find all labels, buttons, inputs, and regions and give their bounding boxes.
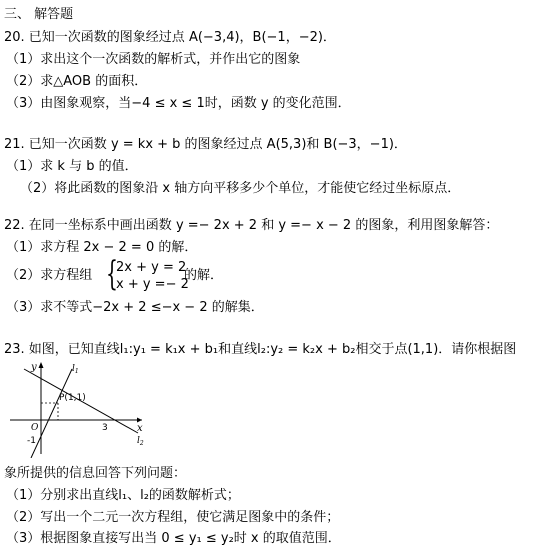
q23-stem: 23. 如图，已知直线l₁:y₁ = k₁x + b₁和直线l₂:y₂ = k₂x + b₂相交于点(1,1)．请你根据图 — [4, 342, 517, 357]
q21-part1: （1）求 k 与 b 的值． — [6, 159, 138, 174]
q22-equation-1: 2x + y = 2 — [116, 260, 187, 275]
q23-part2: （2）写出一个二元一次方程组，使它满足图象中的条件； — [6, 510, 340, 525]
q20-part1: （1）求出这个一次函数的解析式，并作出它的图象 — [6, 52, 301, 67]
q23-figure — [4, 358, 154, 458]
l2-label: $l_2$ — [137, 436, 144, 447]
q21-stem: 21. 已知一次函数 y = kx + b 的图象经过点 A(5,3)和 B(−3，−1)． — [4, 137, 407, 152]
q20-part2: （2）求△AOB 的面积． — [6, 74, 148, 89]
q20-part3: （3）由图象观察，当−4 ≤ x ≤ 1时，函数 y 的变化范围． — [6, 96, 351, 111]
q22-stem: 22. 在同一坐标系中画出函数 y =− 2x + 2 和 y =− x − 2 的图象，利用图象解答： — [4, 218, 499, 233]
q22-part3: （3）求不等式−2x + 2 ≤−x − 2 的解集． — [6, 300, 264, 315]
x-tick-3: 3 — [102, 423, 108, 433]
q23-continuation: 象所提供的信息回答下列问题： — [4, 466, 187, 481]
line-l1 — [31, 369, 72, 458]
origin-label: O — [31, 423, 39, 433]
q22-part2-lead: （2）求方程组 — [6, 268, 93, 283]
q22-equation-2: x + y =− 2 — [116, 277, 189, 292]
q22-part2-tail: 的解． — [184, 268, 224, 283]
q23-part3: （3）根据图象直接写出当 0 ≤ y₁ ≤ y₂时 x 的取值范围． — [6, 531, 341, 546]
left-brace: { — [106, 254, 118, 294]
q21-part2: （2）将此函数的图象沿 x 轴方向平移多少个单位，才能使它经过坐标原点． — [20, 181, 461, 196]
q23-part1: （1）分别求出直线l₁、l₂的函数解析式； — [6, 488, 240, 503]
y-tick-neg1: -1 — [27, 436, 36, 446]
y-axis-label: y — [31, 362, 37, 373]
intersection-point-label: P(1,1) — [59, 393, 86, 403]
l1-label: $l_1$ — [72, 364, 79, 375]
x-axis-arrow — [137, 418, 142, 423]
section-heading: 三、 解答题 — [4, 7, 74, 22]
q20-stem: 20. 已知一次函数的图象经过点 A(−3,4)，B(−1，−2)． — [4, 30, 336, 45]
y-axis-arrow — [39, 362, 44, 368]
x-axis-label: x — [137, 423, 143, 434]
q22-part1: （1）求方程 2x − 2 = 0 的解． — [6, 240, 198, 255]
